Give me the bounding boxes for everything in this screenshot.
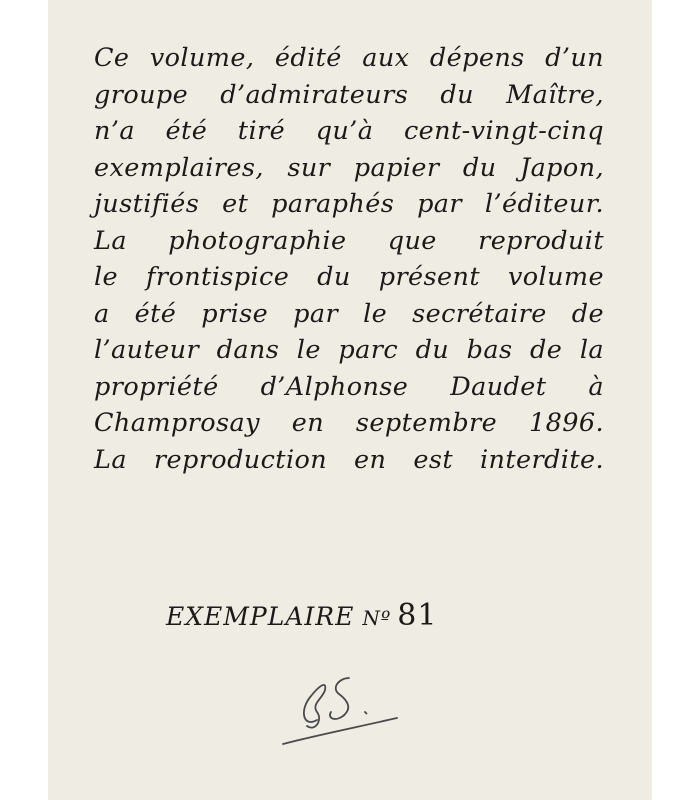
editor-paraph-signature: [273, 662, 403, 752]
colophon-line: La reproduction en est interdite.: [94, 444, 604, 475]
colophon-line: a été prise par le secrétaire de: [94, 298, 604, 329]
copy-number: [166, 598, 437, 633]
colophon-line: le frontispice du présent volume: [94, 262, 604, 292]
colophon-line: Champrosay en septembre 1896.: [94, 408, 604, 438]
colophon-line: l’auteur dans le parc du bas de la: [94, 335, 604, 365]
colophon-line: Ce volume, édité aux dépens d’un: [94, 43, 604, 73]
colophon-line: groupe d’admirateurs du Maître,: [94, 79, 604, 110]
colophon-line: exemplaires, sur papier du Japon,: [94, 152, 604, 183]
copy-number-label: EXEMPLAIRE: [166, 602, 355, 631]
colophon-line: propriété d’Alphonse Daudet à: [94, 371, 604, 402]
copy-number-value: 81: [397, 598, 438, 633]
number-sign: Nº: [362, 606, 392, 630]
colophon-line: La photographie que reproduit: [94, 225, 604, 256]
colophon-line: n’a été tiré qu’à cent-vingt-cinq: [94, 116, 604, 146]
document-page: [48, 0, 652, 800]
colophon-text: [94, 40, 604, 478]
colophon-line: justifiés et paraphés par l’éditeur.: [94, 189, 604, 219]
